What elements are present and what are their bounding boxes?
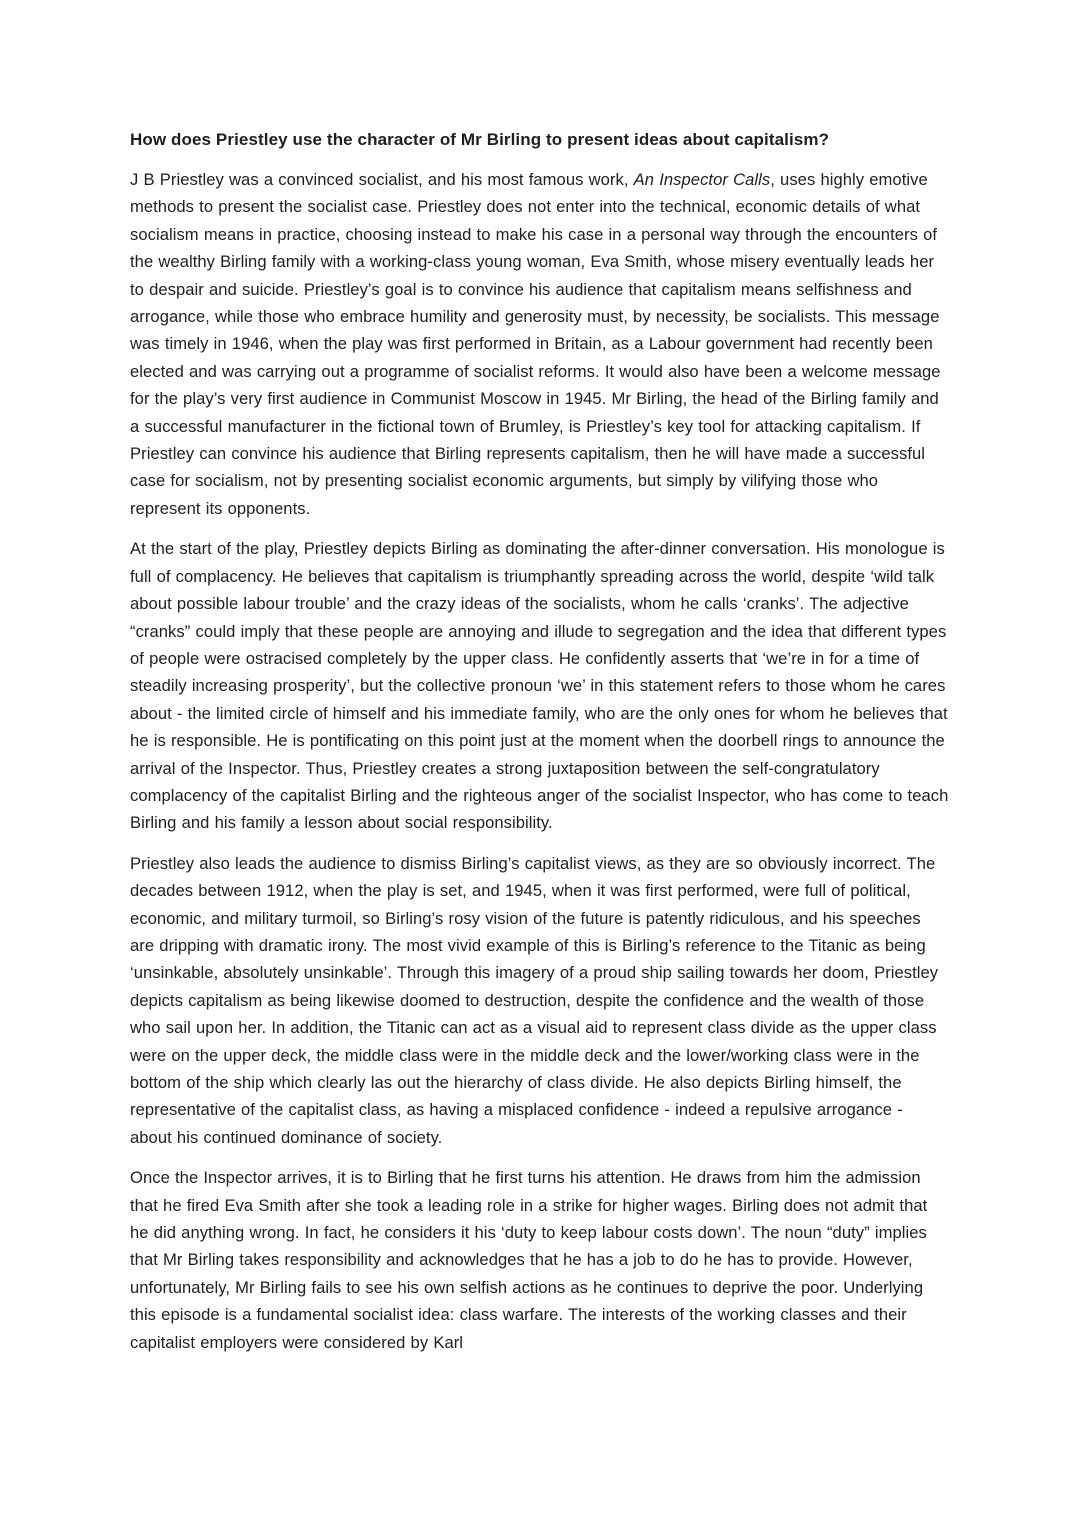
essay-title: How does Priestley use the character of Mr Birling to present ideas about capitalism?: [130, 130, 830, 149]
essay-paragraph-1: [130, 166, 949, 522]
text-run: , uses highly emotive methods to present the socialist case. Priestley does not enter into the technical, economic details of what socialism means in practice, choosing instead to make his case in a personal way through the encounters of the wealthy Birling family with a working-class young woman, Eva Smith, whose misery eventually leads her to despair and suicide. Priestley’s goal is to convince his audience that capitalism means selfishness and arrogance, while those who embrace humility and generosity must, by necessity, be socialists. This message was timely in 1946, when the play was first performed in Britain, as a Labour government had recently been elected and was carrying out a programme of socialist reforms. It would also have been a welcome message for the play’s very first audience in Communist Moscow in 1945. Mr Birling, the head of the Birling family and a successful manufacturer in the fictional town of Brumley, is Priestley’s key tool for attacking capitalism. If Priestley can convince his audience that Birling represents capitalism, then he will have made a successful case for socialism, not by presenting socialist economic arguments, but simply by vilifying those who represent its opponents.: [130, 170, 941, 518]
essay-paragraph-3: Priestley also leads the audience to dismiss Birling’s capitalist views, as they are so obviously incorrect. The decades between 1912, when the play is set, and 1945, when it was first performed, were full of political, economic, and military turmoil, so Birling’s rosy vision of the future is patently ridiculous, and his speeches are dripping with dramatic irony. The most vivid example of this is Birling’s reference to the Titanic as being ‘unsinkable, absolutely unsinkable’. Through this imagery of a proud ship sailing towards her doom, Priestley depicts capitalism as being likewise doomed to destruction, despite the confidence and the wealth of those who sail upon her. In addition, the Titanic can act as a visual aid to represent class divide as the upper class were on the upper deck, the middle class were in the middle deck and the lower/working class were in the bottom of the ship which clearly las out the hierarchy of class divide. He also depicts Birling himself, the representative of the capitalist class, as having a misplaced confidence - indeed a repulsive arrogance - about his continued dominance of society.: [130, 853, 939, 1147]
essay-paragraph-4: Once the Inspector arrives, it is to Birling that he first turns his attention. He draws from him the admission that he fired Eva Smith after she took a leading role in a strike for higher wages. Birling does not admit that he did anything wrong. In fact, he considers it his ‘duty to keep labour costs down’. The noun “duty” implies that Mr Birling takes responsibility and acknowledges that he has a job to do he has to provide. However, unfortunately, Mr Birling fails to see his own selfish actions as he continues to deprive the poor. Underlying this episode is a fundamental socialist idea: class warfare. The interests of the working classes and their capitalist employers were considered by Karl: [130, 1168, 928, 1352]
text-run: J B Priestley was a convinced socialist, and his most famous work,: [130, 170, 634, 189]
book-title-italic: An Inspector Calls: [633, 170, 771, 189]
essay-paragraph-2: At the start of the play, Priestley depicts Birling as dominating the after-dinner conversation. His monologue is full of complacency. He believes that capitalism is triumphantly spreading across the world, despite ‘wild talk about possible labour trouble’ and the crazy ideas of the socialists, whom he calls ‘cranks’. The adjective “cranks” could imply that these people are annoying and illude to segregation and the idea that different types of people were ostracised completely by the upper class. He confidently asserts that ‘we’re in for a time of steadily increasing prosperity’, but the collective pronoun ‘we’ in this statement refers to those whom he cares about - the limited circle of himself and his immediate family, who are the only ones for whom he believes that he is responsible. He is pontificating on this point just at the moment when the doorbell rings to announce the arrival of the Inspector. Thus, Priestley creates a strong juxtaposition between the self-congratulatory complacency of the capitalist Birling and the righteous anger of the socialist Inspector, who has come to teach Birling and his family a lesson about social responsibility.: [130, 539, 949, 833]
